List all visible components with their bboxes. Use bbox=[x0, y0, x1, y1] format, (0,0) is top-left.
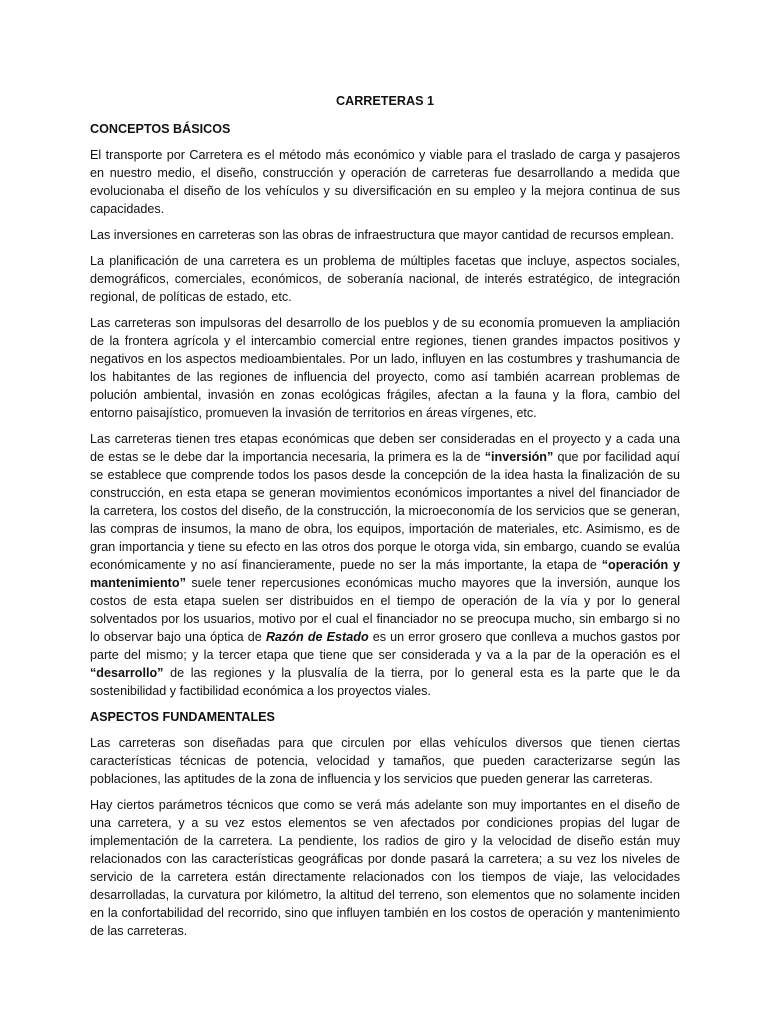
document-title: CARRETERAS 1 bbox=[336, 94, 434, 108]
emphasis-razon-de-estado: Razón de Estado bbox=[265, 630, 369, 644]
paragraph-etapas-economicas bbox=[90, 430, 680, 700]
text-run: que por facilidad aquí se establece que comprende todos los pasos desde la concepción de la idea hasta la finalización de su construcción, en esta etapa se generan movimientos económicos importantes a nivel del financiador de la carretera, los costos del diseño, de la construcción, la microeconomía de los servicios que se generan, las compras de insumos, la mano de obra, los equipos, importación de materiales, etc. Asimismo, es de gran importancia y tiene su efecto en las otros dos porque le otorga vida, sin embargo, cuando se evalúa económicamente y no así financieramente, puede no ser la más importante, la etapa de bbox=[90, 450, 680, 572]
text-run: suele tener repercusiones económicas mucho mayores que la inversión, aunque los costos de esta etapa suelen ser distribuidos en el tiempo de operación de la vía y por lo general solventados por los usuarios, motivo por el cual el financiador no se preocupa mucho, sin embargo si no lo observar bajo una óptica de bbox=[90, 576, 680, 644]
emphasis-operacion-mantenimiento: “operación y mantenimiento” bbox=[90, 558, 680, 590]
paragraph-inversiones: Las inversiones en carreteras son las obras de infraestructura que mayor cantidad de recursos emplean. bbox=[90, 228, 674, 242]
paragraph-parametros-tecnicos: Hay ciertos parámetros técnicos que como se verá más adelante son muy importantes en el diseño de una carretera, y a su vez estos elementos se ven afectados por condiciones propias del lugar de implementación de la carretera. La pendiente, los radios de giro y la velocidad de diseño están muy relacionados con las características geográficas por donde pasará la carretera; a su vez los niveles de servicio de la carretera están directamente relacionados con los tiempos de viaje, las velocidades desarrolladas, la curvatura por kilómetro, la altitud del terreno, son elementos que no solamente inciden en la confortabilidad del recorrido, sino que influyen también en los costos de operación y mantenimiento de las carreteras. bbox=[90, 798, 680, 938]
text-run: Las carreteras tienen tres etapas económicas que deben ser consideradas en el proyecto y a cada una de estas se le debe dar la importancia necesaria, la primera es la de bbox=[90, 432, 680, 464]
text-run: de las regiones y la plusvalía de la tierra, por lo general esta es la parte que le da sostenibilidad y factibilidad económica a los proyectos viales. bbox=[90, 666, 680, 698]
section-heading-aspectos-fundamentales: ASPECTOS FUNDAMENTALES bbox=[90, 710, 275, 724]
document-page bbox=[90, 92, 680, 948]
emphasis-desarrollo: “desarrollo” bbox=[90, 666, 164, 680]
paragraph-impulsoras: Las carreteras son impulsoras del desarrollo de los pueblos y de su economía promueven la ampliación de la frontera agrícola y el intercambio comercial entre regiones, tienen grandes impactos positivos y negativos en los aspectos medioambientales. Por un lado, influyen en las costumbres y trashumancia de los habitantes de las regiones de influencia del proyecto, como así también acarrean problemas de polución ambiental, invasión en zonas ecológicas frágiles, afectan a la fauna y la flora, cambio del entorno paisajístico, promueven la invasión de territorios en áreas vírgenes, etc. bbox=[90, 316, 680, 420]
paragraph-disenadas: Las carreteras son diseñadas para que circulen por ellas vehículos diversos que tienen ciertas características técnicas de potencia, velocidad y tamaños, que pueden caracterizarse según las poblaciones, las aptitudes de la zona de influencia y los servicios que pueden generar las carreteras. bbox=[90, 736, 680, 786]
paragraph-planificacion: La planificación de una carretera es un problema de múltiples facetas que incluye, aspectos sociales, demográficos, comerciales, económicos, de soberanía nacional, de interés estratégico, de integración regional, de políticas de estado, etc. bbox=[90, 254, 680, 304]
section-heading-conceptos-basicos: CONCEPTOS BÁSICOS bbox=[90, 122, 231, 136]
emphasis-inversion: “inversión” bbox=[484, 450, 554, 464]
text-run: es un error grosero que conlleva a muchos gastos por parte del mismo; y la tercer etapa que tiene que ser considerada y va a la par de la operación es el bbox=[90, 630, 681, 662]
paragraph-transporte: El transporte por Carretera es el método más económico y viable para el traslado de carga y pasajeros en nuestro medio, el diseño, construcción y operación de carreteras fue desarrollando a medida que evolucionaba el diseño de los vehículos y su diversificación en su empleo y la mejora continua de sus capacidades. bbox=[90, 148, 680, 216]
